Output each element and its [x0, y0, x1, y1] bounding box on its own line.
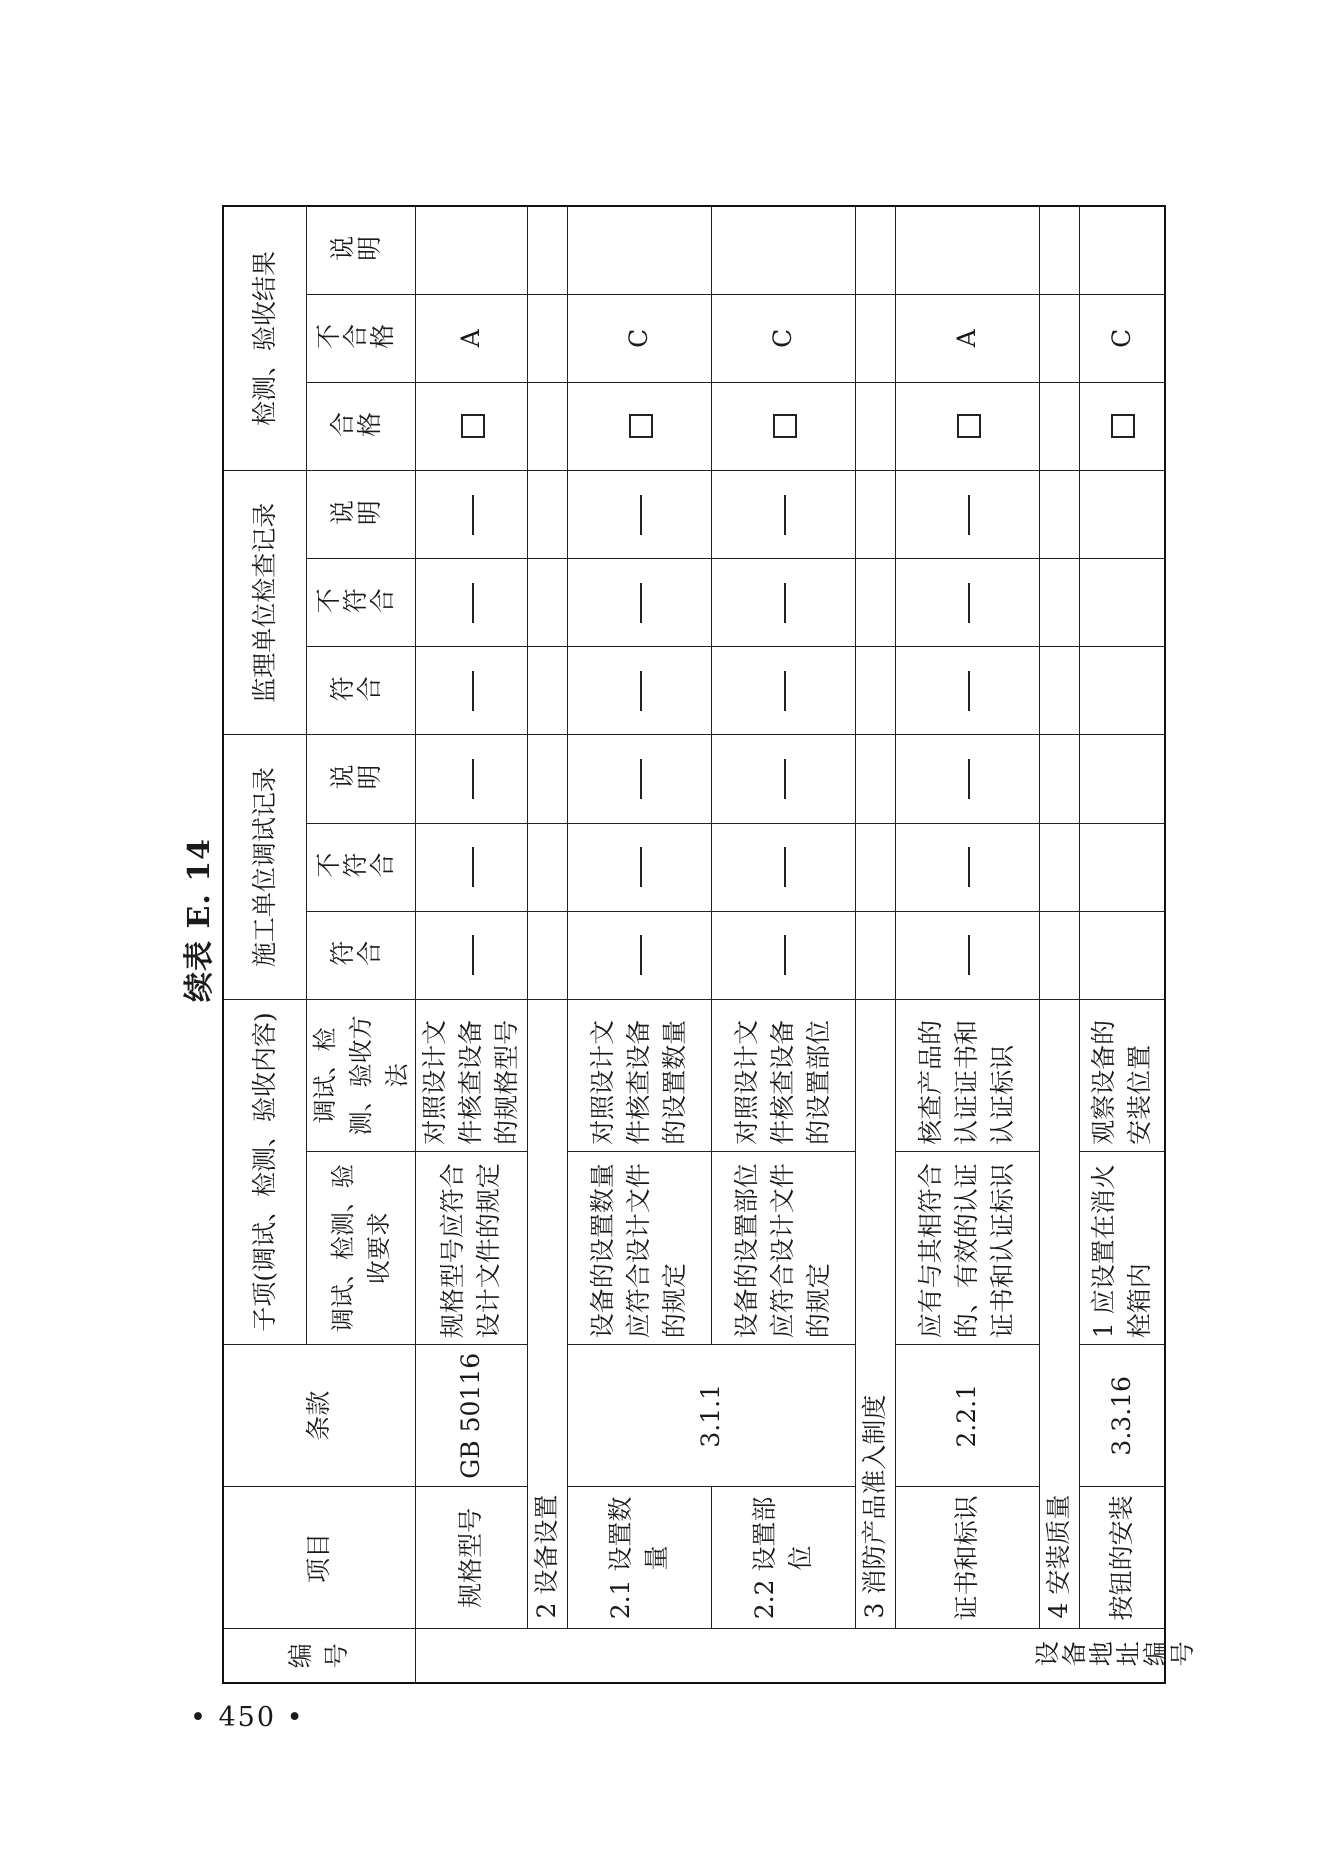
row21-clause: 3.1.1: [567, 1345, 855, 1487]
row21-req: 设备的设置数量应符合设计文件的规定: [567, 1151, 711, 1344]
dash-mark: [968, 495, 970, 535]
checkbox[interactable]: [773, 414, 797, 438]
header-c-note: [306, 735, 415, 823]
dash-mark: [472, 671, 474, 711]
table-title: 续表 E. 14: [182, 838, 217, 1002]
header-supervisor: 监理单位检查记录: [223, 471, 306, 735]
dash-mark: [784, 495, 786, 535]
row3-req: 应有与其相符合的、有效的认证证书和认证标识: [895, 1151, 1039, 1344]
dash-mark: [640, 671, 642, 711]
dash-mark: [968, 847, 970, 887]
page-number: • 450 •: [190, 1702, 305, 1733]
row1-c-conform: [415, 911, 527, 999]
header-r-note: [306, 206, 415, 294]
row22-method: 对照设计文件核查设备的设置部位: [711, 999, 855, 1151]
grade-label: C: [768, 328, 797, 348]
row21-item: 2.1 设置数量: [567, 1487, 711, 1629]
row1-clause: GB 50116: [415, 1345, 527, 1487]
row22-item: 2.2 设置部位: [711, 1487, 855, 1629]
checkbox[interactable]: [1111, 414, 1135, 438]
grade-label: C: [1106, 328, 1136, 348]
dash-mark: [968, 935, 970, 975]
row22-qualified[interactable]: [711, 382, 855, 470]
dash-mark: [640, 847, 642, 887]
row4-clause: 3.3.16: [1079, 1345, 1165, 1487]
row1-s-nonconform: [415, 559, 527, 647]
dash-mark: [784, 759, 786, 799]
row1-c-note: [415, 735, 527, 823]
dash-mark: [472, 759, 474, 799]
section-row: [1039, 206, 1079, 1683]
row21-qualified[interactable]: [567, 382, 711, 470]
header-c-note-label: 说明: [328, 763, 383, 793]
inspection-table: [222, 205, 1196, 1684]
section-row: [855, 206, 895, 1683]
table-row: [415, 206, 527, 1683]
checkbox[interactable]: [629, 414, 653, 438]
row1-s-conform: [415, 647, 527, 735]
header-r-unqualified-label: 不合格: [315, 323, 396, 353]
table-row: [567, 206, 711, 1683]
row1-note: [415, 206, 527, 294]
header-r-qualified: [306, 382, 415, 470]
header-s-nonconform: [306, 559, 415, 647]
header-method: 调试、检测、验收方法: [306, 999, 415, 1151]
row22-req: 设备的设置部位应符合设计文件的规定: [711, 1151, 855, 1344]
row1-method: 对照设计文件核查设备的规格型号: [415, 999, 527, 1151]
grade-label: A: [952, 329, 981, 348]
dash-mark: [640, 759, 642, 799]
header-result: 检测、验收结果: [223, 206, 306, 471]
header-s-note: [306, 471, 415, 559]
header-s-conform-label: 符合: [328, 675, 383, 705]
dash-mark: [472, 495, 474, 535]
table-row: [895, 206, 1039, 1683]
row1-c-nonconform: [415, 823, 527, 911]
header-r-note-label: 说明: [328, 235, 383, 265]
checkbox[interactable]: [461, 414, 485, 438]
header-contractor: 施工单位调试记录: [223, 735, 306, 999]
header-r-unqualified: [306, 294, 415, 382]
dash-mark: [784, 847, 786, 887]
row3-item: 证书和标识: [895, 1487, 1039, 1629]
row3-qualified[interactable]: [895, 382, 1039, 470]
row1-qualified[interactable]: [415, 382, 527, 470]
dash-mark: [472, 583, 474, 623]
dash-mark: [784, 583, 786, 623]
header-c-conform: [306, 911, 415, 999]
row3-clause: 2.2.1: [895, 1345, 1039, 1487]
row1-item: 规格型号: [415, 1487, 527, 1629]
row1-s-note: [415, 471, 527, 559]
dash-mark: [640, 583, 642, 623]
section-row: [527, 206, 567, 1683]
device-no-cell: [415, 1629, 1196, 1683]
dash-mark: [640, 935, 642, 975]
header-s-nonconform-label: 不符合: [315, 587, 396, 617]
header-item: 项目: [223, 1487, 415, 1629]
section-2-label: 2 设备设置: [527, 999, 567, 1629]
dash-mark: [472, 847, 474, 887]
header-no: 编号: [223, 1629, 415, 1683]
dash-mark: [640, 495, 642, 535]
header-c-nonconform: [306, 823, 415, 911]
header-s-conform: [306, 647, 415, 735]
rotated-table-container: [222, 205, 1196, 1684]
grade-label: C: [624, 328, 653, 348]
dash-mark: [968, 583, 970, 623]
row1-req: 规格型号应符合设计文件的规定: [415, 1151, 527, 1344]
row3-method: 核查产品的认证证书和认证标识: [895, 999, 1039, 1151]
checkbox[interactable]: [957, 414, 981, 438]
row1-grade: [415, 294, 527, 382]
dash-mark: [784, 671, 786, 711]
row4-qualified[interactable]: [1079, 382, 1165, 470]
row4-req: 1 应设置在消火栓箱内: [1079, 1151, 1165, 1344]
header-s-note-label: 说明: [328, 499, 383, 529]
row4-item: 按钮的安装: [1079, 1487, 1165, 1629]
header-clause: 条款: [223, 1345, 415, 1487]
dash-mark: [472, 935, 474, 975]
dash-mark: [968, 671, 970, 711]
header-c-nonconform-label: 不符合: [315, 852, 396, 882]
device-no-label: 设备地址编号: [1033, 1640, 1196, 1670]
dash-mark: [968, 759, 970, 799]
grade-label: A: [456, 329, 485, 348]
dash-mark: [784, 935, 786, 975]
section-4-label: 4 安装质量: [1039, 999, 1079, 1629]
row4-method: 观察设备的安装位置: [1079, 999, 1165, 1151]
row21-method: 对照设计文件核查设备的设置数量: [567, 999, 711, 1151]
header-r-qualified-label: 合格: [328, 411, 383, 441]
header-req: 调试、检测、验收要求: [306, 1151, 415, 1344]
table-row: [1079, 206, 1165, 1683]
header-c-conform-label: 符合: [328, 940, 383, 970]
section-3-label: 3 消防产品准入制度: [855, 999, 895, 1629]
header-subitem: 子项(调试、检测、验收内容): [223, 999, 306, 1344]
